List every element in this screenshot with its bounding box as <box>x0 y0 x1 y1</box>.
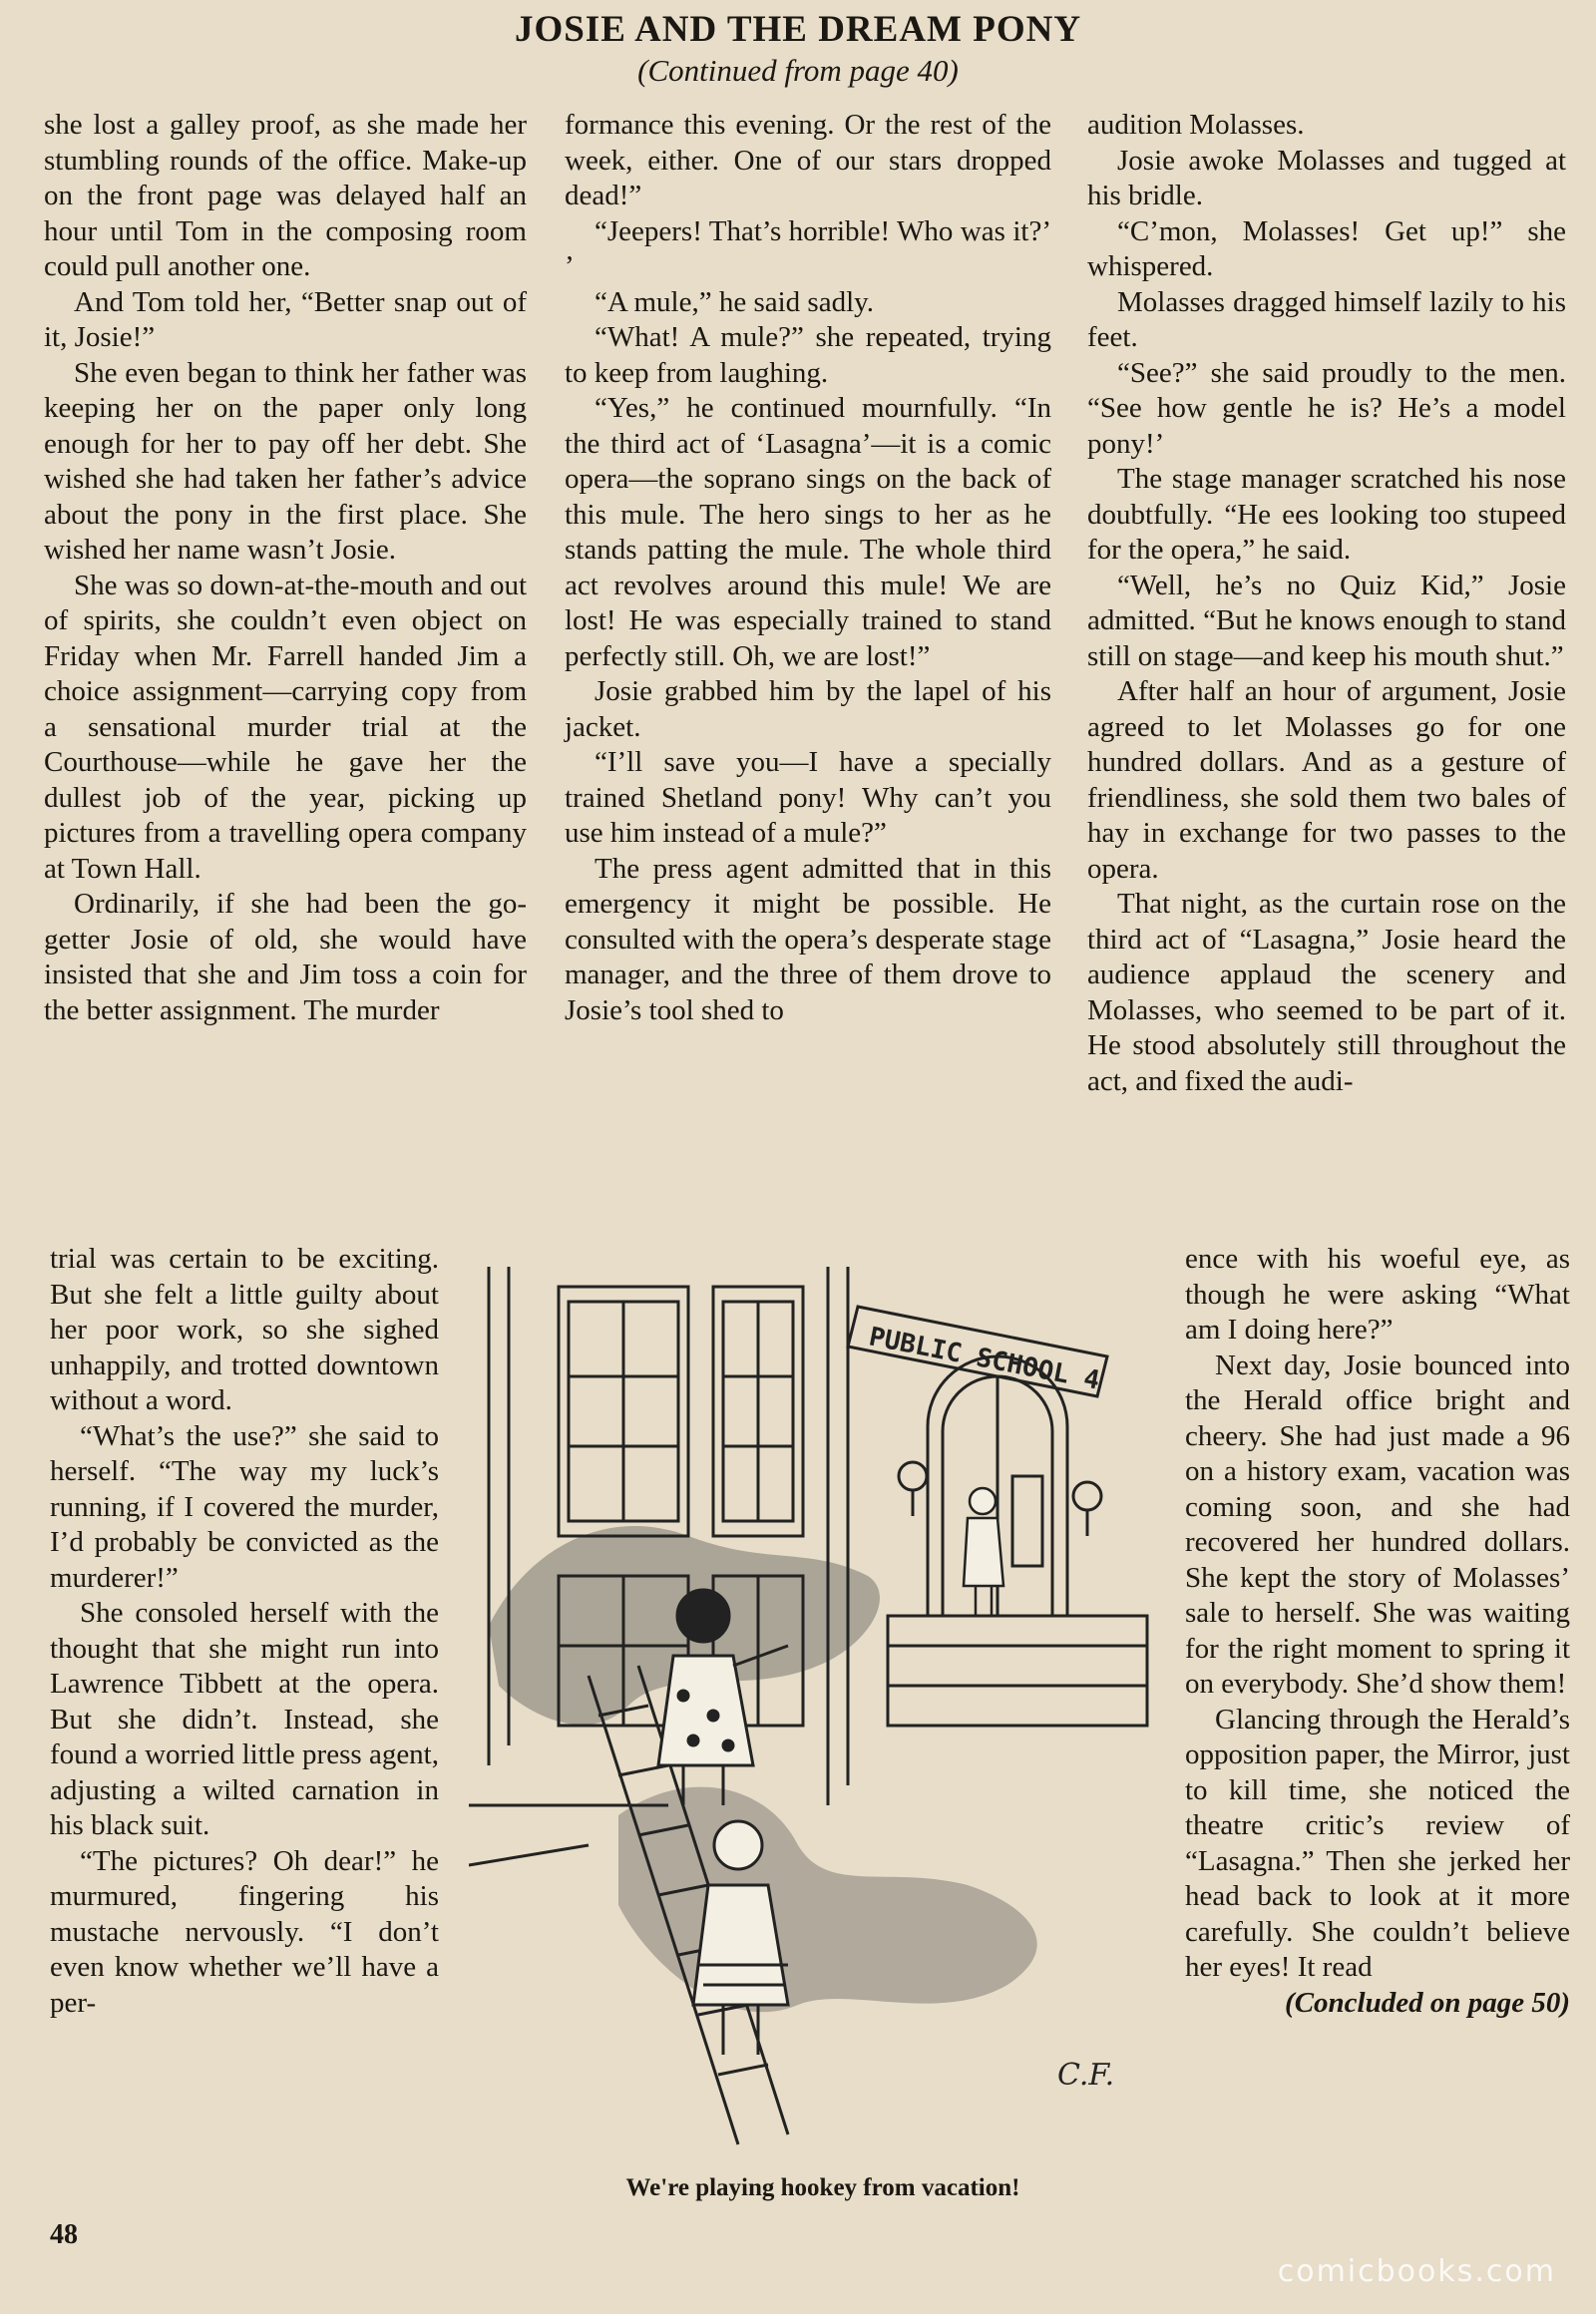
paragraph: Ordinarily, if she had been the go-getter Josie of old, she would have insisted that she and Jim toss a coin for the better assignment. The murder <box>44 888 527 1026</box>
paragraph: “What! A mule?” she repeated, trying to keep from laughing. <box>565 321 1051 389</box>
artist-signature: C.F. <box>1057 2058 1115 2093</box>
paragraph: “I’ll save you—I have a specially trained Shetland pony! Why can’t you use him instead of a mule?” <box>565 746 1051 849</box>
paragraph: After half an hour of argument, Josie agreed to let Molasses go for one hundred dollars. And as a gesture of friendliness, she sold them two bales of hay in exchange for two passes to the opera. <box>1087 675 1566 885</box>
paragraph: “Well, he’s no Quiz Kid,” Josie admitted. “But he knows enough to stand still on stage—and keep his mouth shut.” <box>1087 569 1566 672</box>
paragraph: And Tom told her, “Better snap out of it, Josie!” <box>44 285 527 353</box>
paragraph: The press agent admitted that in this emergency it might be possible. He consulted with the opera’s desperate stage manager, and the three of them drove to Josie’s tool shed to <box>565 852 1051 1026</box>
paragraph: She was so down-at-the-mouth and out of spirits, she couldn’t even object on Friday when Mr. Farrell handed Jim a choice assignment—carrying copy from a sensational murder trial at the Courthouse—while he gave her the dullest job of the year, picking up pictures from a travelling opera company at Town Hall. <box>44 569 527 885</box>
column-1-lower <box>50 1242 439 2021</box>
paragraph: ence with his woeful eye, as though he were asking “What am I doing here?” <box>1185 1243 1570 1346</box>
paragraph: She consoled herself with the thought that she might run into Lawrence Tibbett at the opera. But she didn’t. Instead, she found a worried little press agent, adjusting a wilted carnation in his black suit. <box>50 1597 439 1841</box>
paragraph: she lost a galley proof, as she made her stumbling rounds of the office. Make-up on the front page was delayed half an hour until Tom in the composing room could pull another one. <box>44 109 527 282</box>
story-title: JOSIE AND THE DREAM PONY <box>514 9 1082 50</box>
paragraph: audition Molasses. <box>1087 109 1305 141</box>
concluded-note: (Concluded on page 50) <box>1285 1986 1570 2019</box>
column-3-lower <box>1185 1242 1570 2021</box>
site-watermark: comicbooks.com <box>1277 2254 1556 2289</box>
paragraph: trial was certain to be exciting. But she felt a little guilty about her poor work, so she sighed unhappily, and trotted downtown without a word. <box>50 1243 439 1416</box>
page-number: 48 <box>50 2219 78 2250</box>
paragraph: “The pictures? Oh dear!” he murmured, fingering his mustache nervously. “I don’t even know whether we’ll have a per- <box>50 1844 439 2019</box>
paragraph: “What’s the use?” she said to herself. “The way my luck’s running, if I covered the murder, I’d probably be convicted as the murderer!” <box>50 1419 439 1594</box>
column-2 <box>565 108 1051 1028</box>
continued-note: (Continued from page 40) <box>637 53 959 88</box>
paragraph: “Jeepers! That’s horrible! Who was it?’ ’ <box>565 214 1051 282</box>
paragraph: Next day, Josie bounced into the Herald office bright and cheery. She had just made a 96 on a history exam, vacation was coming soon, and she had recovered her hundred dollars. She kept the story of Molasses’ sale to herself. She was waiting for the right moment to spring it on everybody. She’d show them! <box>1185 1349 1570 1700</box>
illustration-caption: We're playing hookey from vacation! <box>625 2174 1020 2201</box>
paragraph: The stage manager scratched his nose doubtfully. “He ees looking too stupeed for the opera,” he said. <box>1087 463 1566 566</box>
paragraph: “A mule,” he said sadly. <box>595 285 874 318</box>
paragraph: Molasses dragged himself lazily to his feet. <box>1087 285 1566 353</box>
school-sign: PUBLIC SCHOOL 4 <box>866 1322 1102 1396</box>
paragraph: That night, as the curtain rose on the third act of “Lasagna,” Josie heard the audience applaud the scenery and Molasses, who seemed to be part of it. He stood absolutely still throughout the act, and fixed the audi- <box>1087 888 1566 1097</box>
paragraph: Josie grabbed him by the lapel of his jacket. <box>565 675 1051 743</box>
paragraph: “C’mon, Molasses! Get up!” she whispered. <box>1087 214 1566 282</box>
paragraph: “Yes,” he continued mournfully. “In the third act of ‘Lasagna’—it is a comic opera—the soprano sings on the back of this mule. The hero sings to her as he stands patting the mule. The whole third act revolves around this mule! We are lost! He was especially trained to stand perfectly still. Oh, we are lost!” <box>565 392 1051 672</box>
column-1 <box>44 108 527 1028</box>
paragraph: formance this evening. Or the rest of the week, either. One of our stars dropped dead!” <box>565 109 1051 211</box>
paragraph: Josie awoke Molasses and tugged at his bridle. <box>1087 144 1566 211</box>
column-3 <box>1087 108 1566 1099</box>
paragraph: “See?” she said proudly to the men. “See how gentle he is? He’s a model pony!’ <box>1087 356 1566 460</box>
paragraph: She even began to think her father was keeping her on the paper only long enough for her to pay off her debt. She wished she had taken her father’s advice about the pony in the first place. She wished her name wasn’t Josie. <box>44 356 527 566</box>
cartoon-illustration <box>469 1247 1177 2164</box>
paragraph: Glancing through the Herald’s opposition paper, the Mirror, just to kill time, she noticed the theatre critic’s review of “Lasagna.” Then she jerked her head back to look at it more carefully. She couldn’t believe her eyes! It read <box>1185 1703 1570 1983</box>
